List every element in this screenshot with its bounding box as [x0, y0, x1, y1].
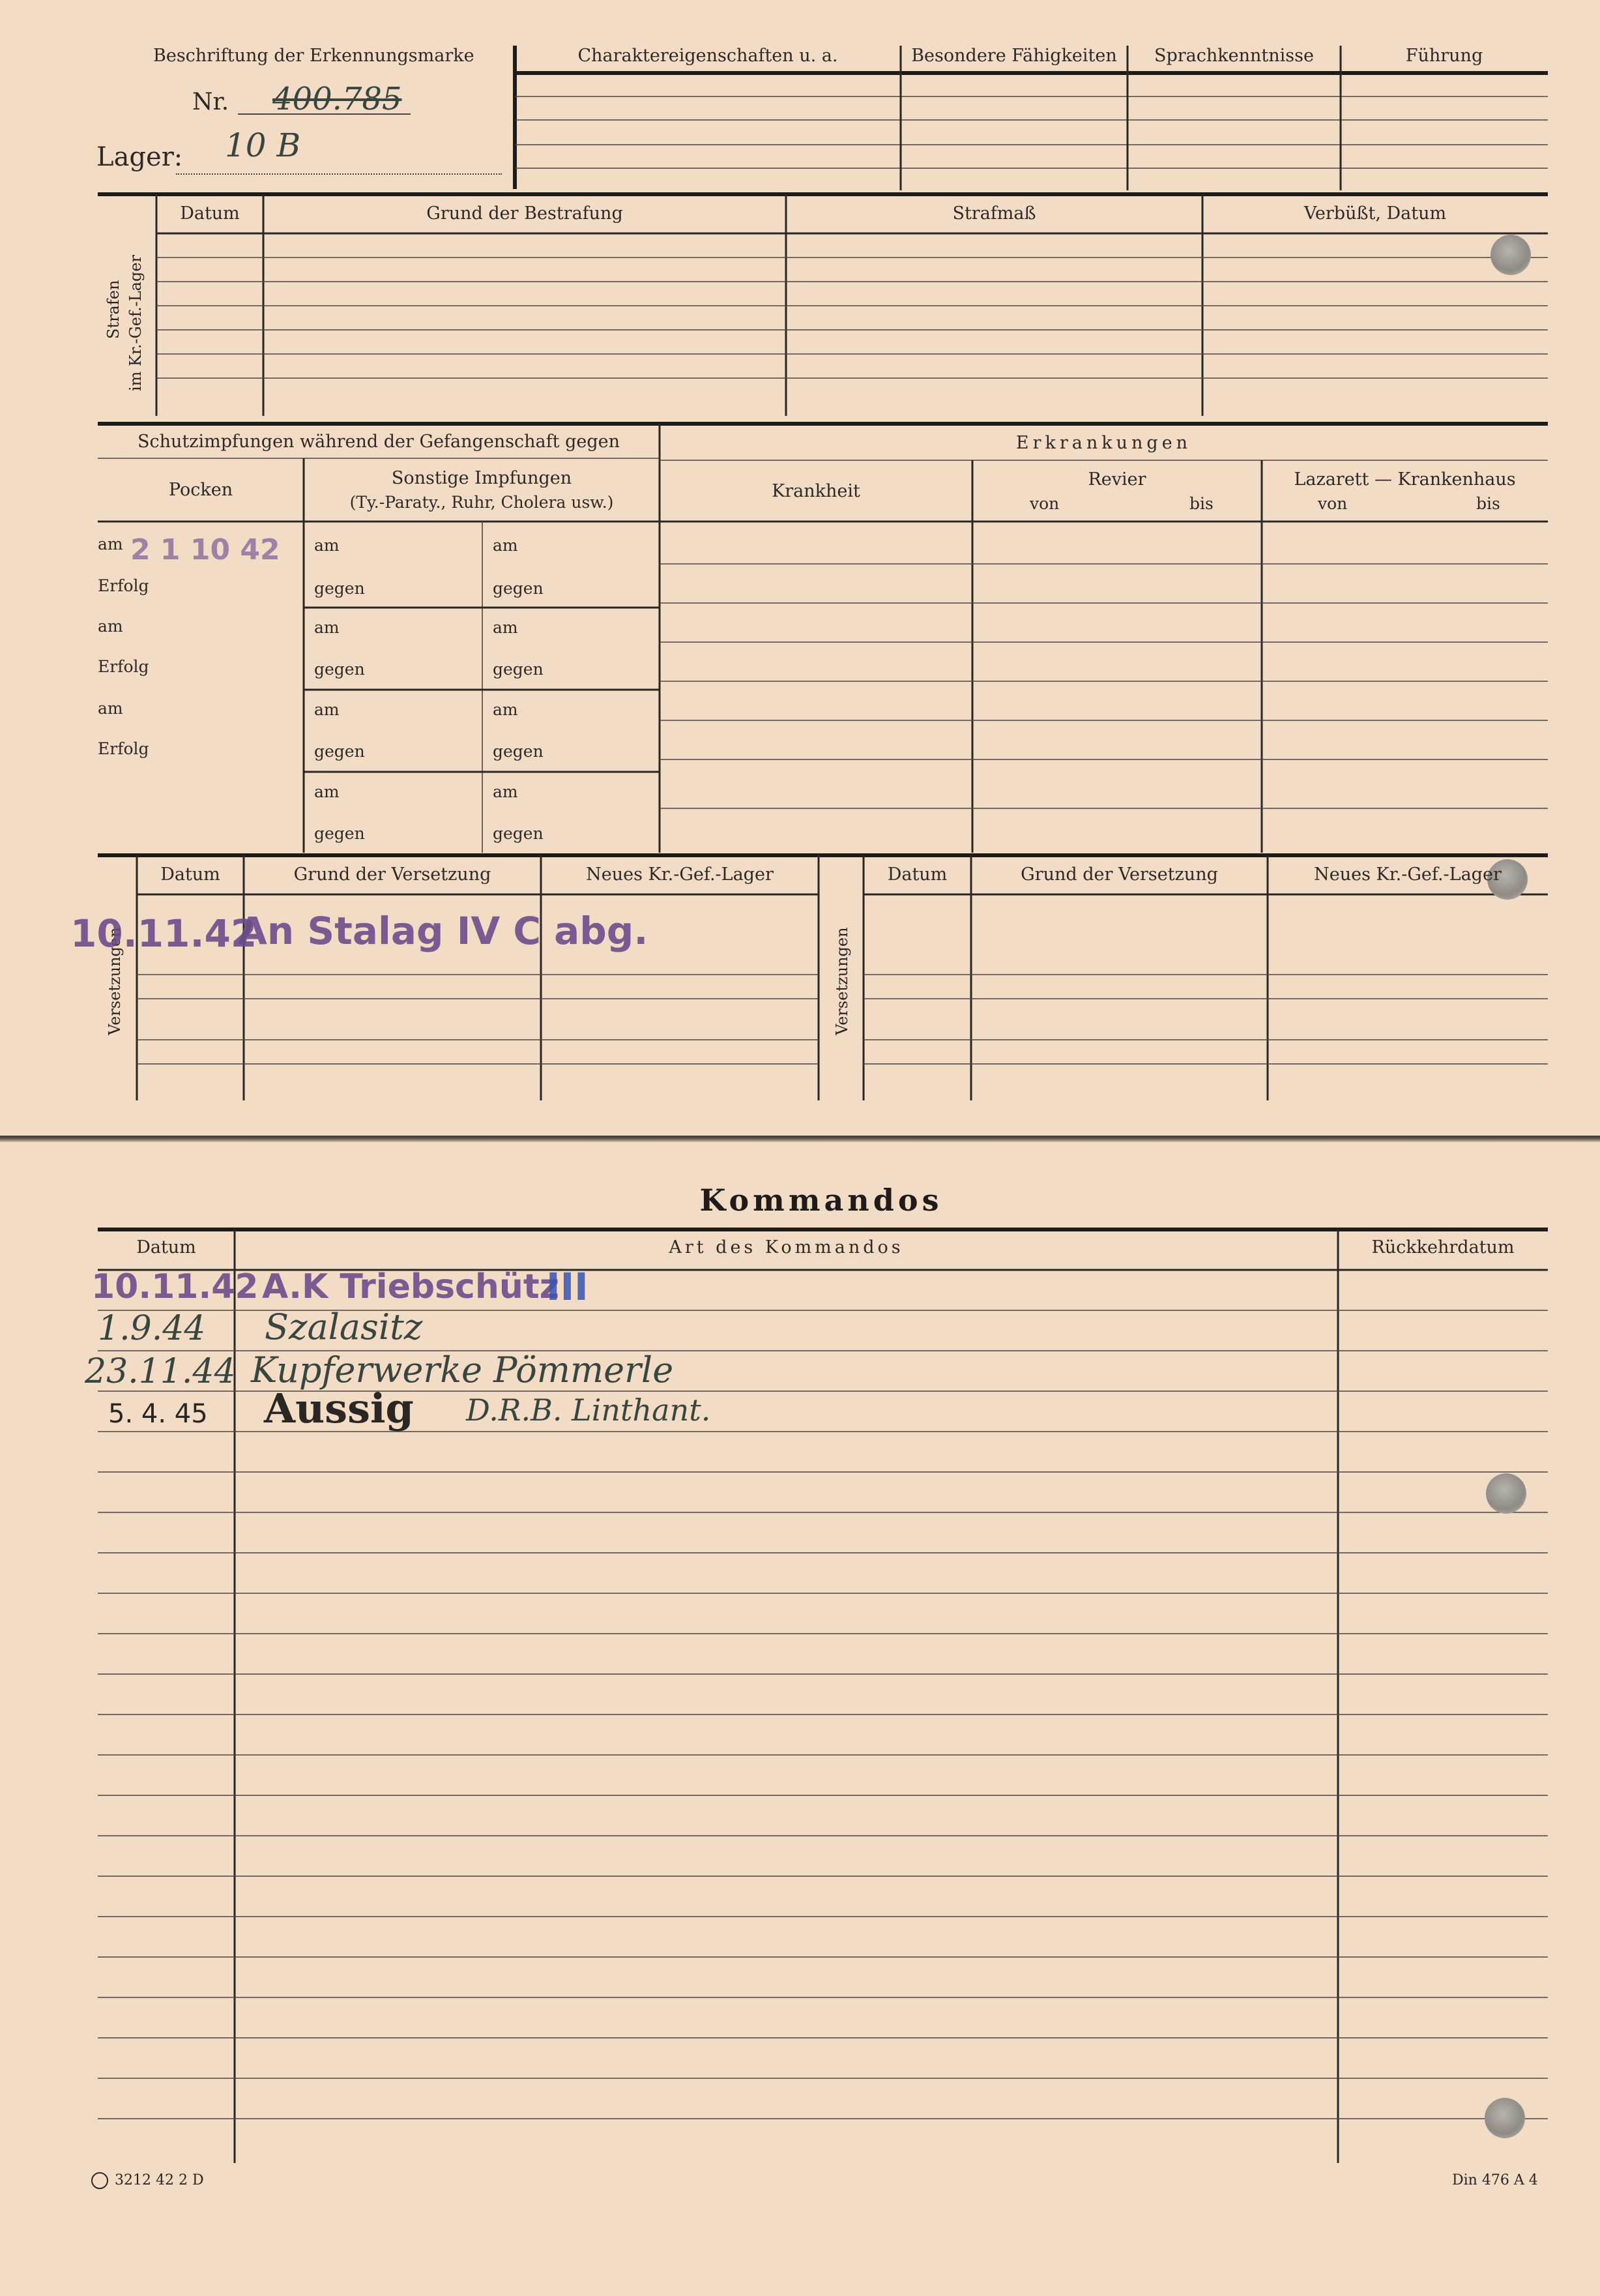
nr-value: 400.785 [272, 81, 402, 117]
erkr-col-lazarett: Lazarett — Krankenhaus [1294, 469, 1516, 490]
kom-row-date: 23.11.44 [85, 1352, 236, 1391]
impf-col-sonstige-1: Sonstige Impfungen [391, 468, 572, 488]
kom-row-text: Szalasitz [265, 1306, 423, 1347]
kom-row-text: Kupferwerke Pömmerle [251, 1349, 674, 1391]
pocken-am-1: am [98, 535, 123, 553]
vers-col-lager-right: Neues Kr.-Gef.-Lager [1314, 864, 1502, 885]
impf-title: Schutzimpfungen während der Gefangenschaft gegen [138, 432, 620, 452]
strafen-col-verbuesst: Verbüßt, Datum [1303, 203, 1447, 224]
col-charakter: Charaktereigenschaften u. a. [577, 46, 838, 66]
lager-label: Lager: [96, 142, 183, 172]
col-fuehrung: Führung [1405, 46, 1483, 66]
tag-caption: Beschriftung der Erkennungsmarke [153, 46, 474, 66]
pocken-am-2: am [98, 617, 123, 636]
strafen-side-label-2: im Kr.-Gef.-Lager [126, 255, 145, 391]
kom-row-note: D.R.B. Linthant. [466, 1392, 711, 1428]
strafen-col-strafmass: Strafmaß [952, 203, 1036, 224]
sonst-am: am [314, 618, 340, 637]
sonst-gegen: gegen [314, 660, 365, 679]
sonst-am: am [314, 700, 340, 719]
vers-date-stamp: 10.11.42 [70, 911, 257, 956]
punch-hole [1491, 235, 1531, 275]
erkr-title: Erkrankungen [1015, 433, 1192, 453]
sonst-gegen: gegen [493, 742, 544, 761]
kom-row-text: A.K Triebschütz [262, 1267, 560, 1306]
impf-col-pocken: Pocken [168, 480, 233, 500]
kom-col-datum: Datum [136, 1237, 196, 1258]
sonst-am: am [493, 618, 518, 637]
strafen-col-datum: Datum [180, 203, 240, 224]
nr-label: Nr. [192, 89, 229, 115]
fold-crease [0, 1136, 1600, 1142]
pocken-erfolg-1: Erfolg [98, 576, 149, 595]
pocken-erfolg-2: Erfolg [98, 657, 149, 676]
strafen-side-label-1: Strafen [104, 280, 123, 339]
din-label: Din 476 A 4 [1452, 2172, 1538, 2188]
punch-hole [1485, 2098, 1525, 2138]
sonst-gegen: gegen [493, 579, 544, 598]
pocken-am-3: am [98, 699, 123, 718]
col-faehigkeiten: Besondere Fähigkeiten [911, 46, 1117, 66]
print-code [91, 2172, 204, 2189]
vers-text-stamp: An Stalag IV C abg. [238, 909, 648, 953]
sonst-gegen: gegen [314, 742, 365, 761]
vers-col-grund-left: Grund der Versetzung [293, 864, 491, 885]
kom-row-mark: III [546, 1265, 589, 1309]
kom-row-date: 1.9.44 [98, 1309, 206, 1348]
kom-row-date: 10.11.42 [91, 1267, 259, 1306]
sonst-gegen: gegen [314, 824, 365, 843]
sonst-am: am [493, 536, 518, 555]
kom-col-rueckkehr: Rückkehrdatum [1371, 1237, 1515, 1258]
lazarett-von: von [1318, 494, 1348, 513]
sonst-gegen: gegen [493, 824, 544, 843]
kom-row-text: Aussig [264, 1385, 414, 1432]
strafen-col-grund: Grund der Bestrafung [426, 203, 623, 224]
vers-side-label-left: Versetzungen [106, 927, 124, 1035]
revier-von: von [1030, 494, 1060, 513]
kom-col-art: Art des Kommandos [669, 1237, 904, 1258]
vers-col-datum-left: Datum [160, 864, 220, 885]
sonst-gegen: gegen [314, 579, 365, 598]
lazarett-bis: bis [1476, 494, 1500, 513]
vers-col-datum-right: Datum [887, 864, 948, 885]
revier-bis: bis [1189, 494, 1214, 513]
nr-underline [238, 113, 411, 115]
sonst-am: am [314, 782, 340, 801]
printer-mark-icon [91, 2172, 108, 2189]
sonst-gegen: gegen [493, 660, 544, 679]
vers-col-grund-right: Grund der Versetzung [1021, 864, 1218, 885]
col-sprachen: Sprachkenntnisse [1154, 46, 1314, 66]
sonst-am: am [493, 700, 518, 719]
pocken-erfolg-3: Erfolg [98, 739, 149, 758]
print-code-text: 3212 42 2 D [115, 2172, 204, 2188]
kommandos-title: Kommandos [699, 1183, 943, 1218]
erkr-col-krankheit: Krankheit [772, 481, 860, 501]
pocken-date-stamp: 2 1 10 42 [130, 533, 280, 567]
lager-value: 10 B [225, 126, 301, 164]
vers-side-label-right: Versetzungen [833, 927, 851, 1035]
punch-hole [1486, 1473, 1526, 1514]
sonst-am: am [493, 782, 518, 801]
sonst-am: am [314, 536, 340, 555]
lager-dotline [176, 173, 502, 175]
erkr-col-revier: Revier [1088, 469, 1146, 490]
kom-row-date: 5. 4. 45 [108, 1399, 208, 1429]
impf-col-sonstige-2: (Ty.-Paraty., Ruhr, Cholera usw.) [349, 493, 614, 512]
vers-col-lager-left: Neues Kr.-Gef.-Lager [586, 864, 774, 885]
